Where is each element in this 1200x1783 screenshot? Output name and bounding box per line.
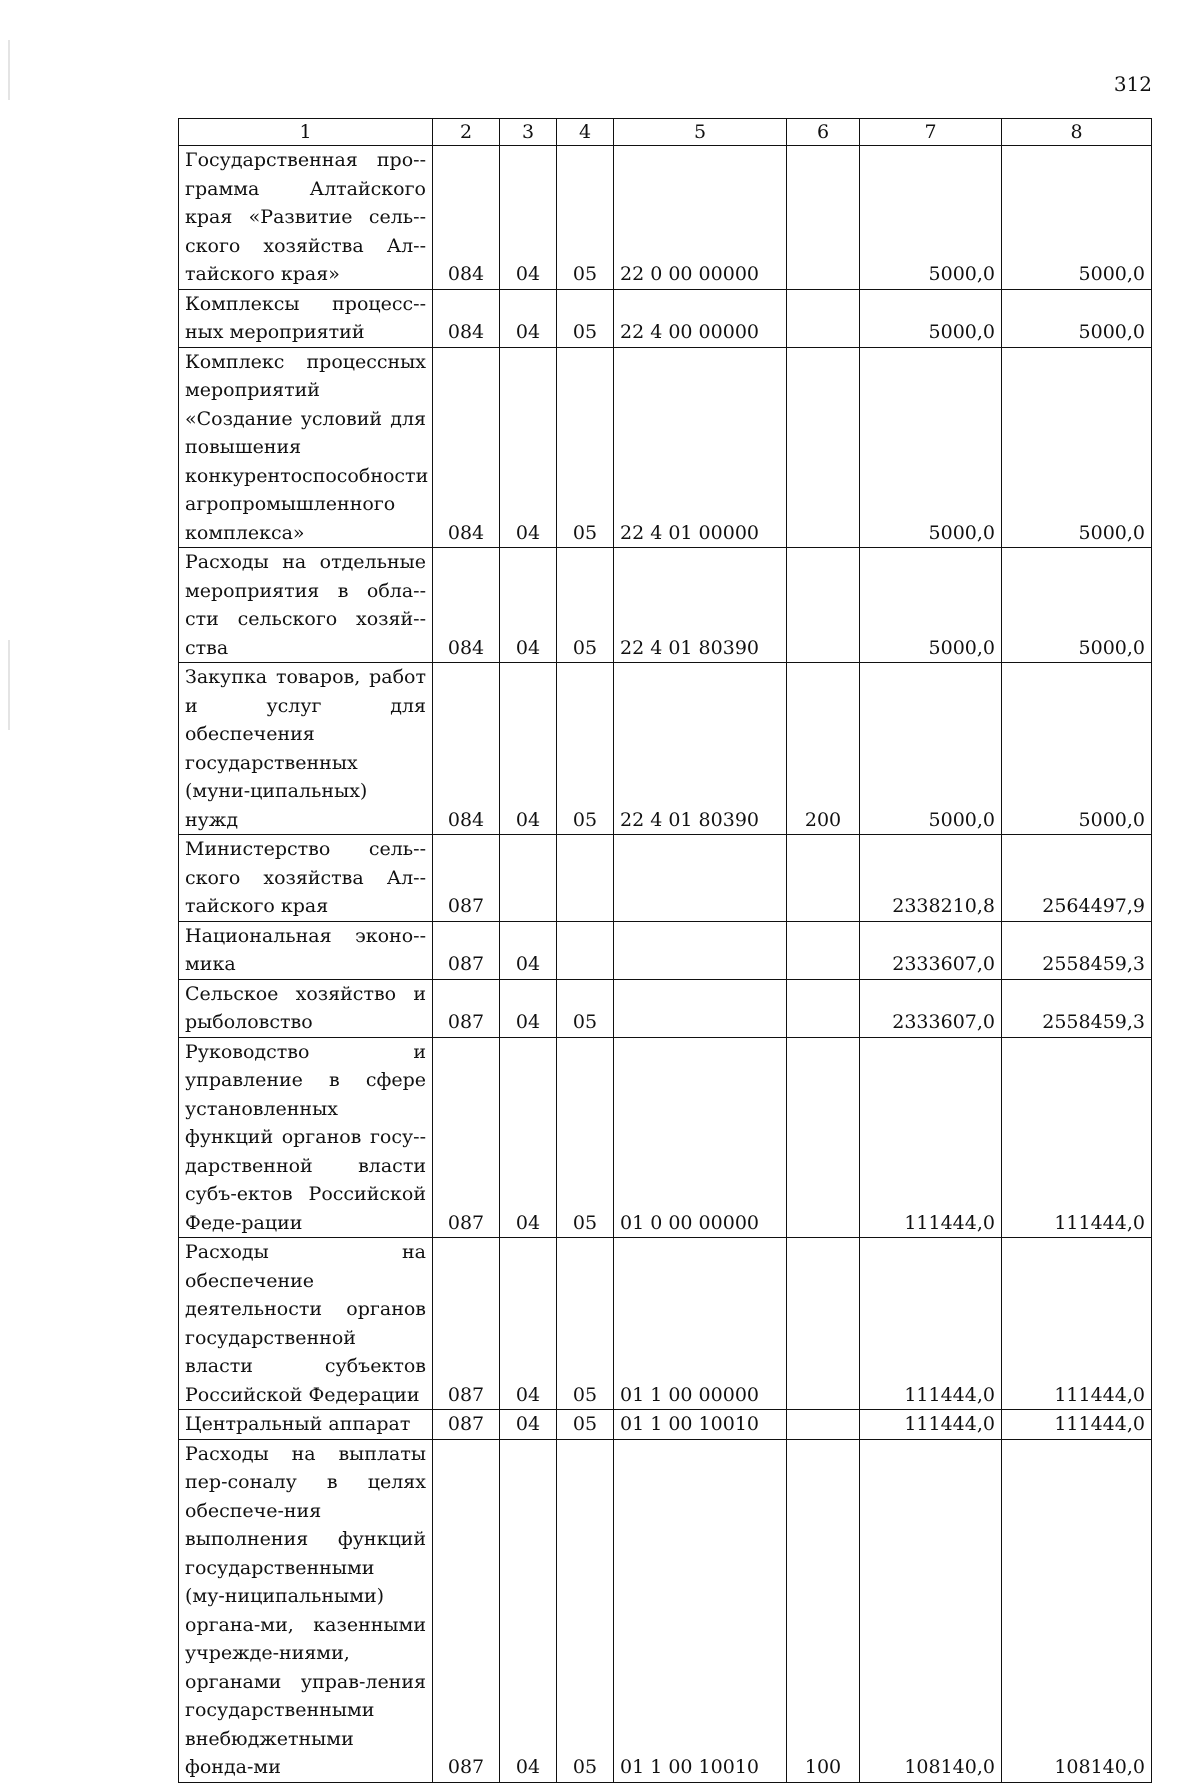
subsection-code-cell: 05: [557, 548, 614, 663]
expense-name-cell: Национальная эконо-мика: [179, 921, 433, 979]
table-row: [179, 663, 1152, 835]
table-row: [179, 289, 1152, 347]
expense-type-code-cell: [787, 1238, 860, 1410]
ministry-code-cell: 087: [433, 1037, 500, 1238]
amount-col8-cell: 108140,0: [1002, 1439, 1152, 1782]
amount-col8-cell: 2558459,3: [1002, 979, 1152, 1037]
amount-col7-cell: 5000,0: [860, 146, 1002, 290]
amount-col8-cell: 5000,0: [1002, 146, 1152, 290]
expense-type-code-cell: 100: [787, 1439, 860, 1782]
target-item-code-cell: 22 4 01 80390: [614, 548, 787, 663]
section-code-cell: [500, 835, 557, 922]
target-item-code-cell: 01 1 00 10010: [614, 1410, 787, 1440]
column-header: 7: [860, 119, 1002, 146]
section-code-cell: 04: [500, 548, 557, 663]
ministry-code-cell: 084: [433, 548, 500, 663]
table-row: [179, 835, 1152, 922]
expense-name-cell: Комплекс процессных мероприятий «Создание условий для повышения конкурентоспособности агропромышленного комплекса»: [179, 347, 433, 548]
section-code-cell: 04: [500, 1238, 557, 1410]
target-item-code-cell: 22 4 00 00000: [614, 289, 787, 347]
subsection-code-cell: 05: [557, 1439, 614, 1782]
amount-col7-cell: 5000,0: [860, 663, 1002, 835]
amount-col8-cell: 111444,0: [1002, 1037, 1152, 1238]
subsection-code-cell: 05: [557, 1410, 614, 1440]
column-header: 1: [179, 119, 433, 146]
table-row: [179, 548, 1152, 663]
amount-col8-cell: 2564497,9: [1002, 835, 1152, 922]
subsection-code-cell: 05: [557, 146, 614, 290]
expense-type-code-cell: [787, 979, 860, 1037]
subsection-code-cell: 05: [557, 347, 614, 548]
expense-name-cell: Расходы на обеспечение деятельности органов государственной власти субъектов Российской Федерации: [179, 1238, 433, 1410]
table-row: [179, 347, 1152, 548]
ministry-code-cell: 087: [433, 921, 500, 979]
expense-type-code-cell: [787, 1037, 860, 1238]
amount-col8-cell: 5000,0: [1002, 548, 1152, 663]
column-header: 8: [1002, 119, 1152, 146]
target-item-code-cell: 01 1 00 10010: [614, 1439, 787, 1782]
subsection-code-cell: 05: [557, 289, 614, 347]
page-number: 312: [1113, 72, 1152, 96]
amount-col7-cell: 2333607,0: [860, 921, 1002, 979]
subsection-code-cell: [557, 921, 614, 979]
target-item-code-cell: [614, 921, 787, 979]
amount-col8-cell: 2558459,3: [1002, 921, 1152, 979]
target-item-code-cell: [614, 979, 787, 1037]
expense-type-code-cell: [787, 347, 860, 548]
expense-type-code-cell: [787, 835, 860, 922]
scan-edge-mark: [8, 640, 10, 730]
expense-type-code-cell: 200: [787, 663, 860, 835]
section-code-cell: 04: [500, 979, 557, 1037]
target-item-code-cell: 01 1 00 00000: [614, 1238, 787, 1410]
expense-name-cell: Руководство и управление в сфере установленных функций органов госу-дарственной власти субъ-ектов Российской Феде-рации: [179, 1037, 433, 1238]
amount-col7-cell: 111444,0: [860, 1410, 1002, 1440]
column-header: 6: [787, 119, 860, 146]
section-code-cell: 04: [500, 146, 557, 290]
column-header: 4: [557, 119, 614, 146]
ministry-code-cell: 087: [433, 835, 500, 922]
amount-col7-cell: 5000,0: [860, 347, 1002, 548]
expense-name-cell: Закупка товаров, работ и услуг для обеспечения государственных (муни-ципальных) нужд: [179, 663, 433, 835]
expense-name-cell: Министерство сель-ского хозяйства Ал-тайского края: [179, 835, 433, 922]
target-item-code-cell: 22 0 00 00000: [614, 146, 787, 290]
expense-name-cell: Комплексы процесс-ных мероприятий: [179, 289, 433, 347]
amount-col8-cell: 111444,0: [1002, 1410, 1152, 1440]
expense-name-cell: Государственная про-грамма Алтайского края «Развитие сель-ского хозяйства Ал-тайского края»: [179, 146, 433, 290]
amount-col7-cell: 111444,0: [860, 1037, 1002, 1238]
amount-col7-cell: 2333607,0: [860, 979, 1002, 1037]
table-row: [179, 1037, 1152, 1238]
expense-name-cell: Сельское хозяйство и рыболовство: [179, 979, 433, 1037]
table-row: [179, 1410, 1152, 1440]
scan-edge-mark: [8, 40, 10, 100]
target-item-code-cell: [614, 835, 787, 922]
subsection-code-cell: 05: [557, 1037, 614, 1238]
section-code-cell: 04: [500, 1037, 557, 1238]
section-code-cell: 04: [500, 347, 557, 548]
table-body: [179, 146, 1152, 1783]
section-code-cell: 04: [500, 1439, 557, 1782]
subsection-code-cell: [557, 835, 614, 922]
amount-col8-cell: 5000,0: [1002, 347, 1152, 548]
amount-col8-cell: 5000,0: [1002, 663, 1152, 835]
target-item-code-cell: 22 4 01 80390: [614, 663, 787, 835]
column-header: 5: [614, 119, 787, 146]
table-row: [179, 979, 1152, 1037]
table-row: [179, 146, 1152, 290]
ministry-code-cell: 087: [433, 1238, 500, 1410]
ministry-code-cell: 087: [433, 1439, 500, 1782]
ministry-code-cell: 084: [433, 663, 500, 835]
expense-type-code-cell: [787, 921, 860, 979]
amount-col7-cell: 108140,0: [860, 1439, 1002, 1782]
section-code-cell: 04: [500, 1410, 557, 1440]
expense-name-cell: Центральный аппарат: [179, 1410, 433, 1440]
ministry-code-cell: 084: [433, 289, 500, 347]
column-header: 2: [433, 119, 500, 146]
amount-col7-cell: 5000,0: [860, 548, 1002, 663]
column-header: 3: [500, 119, 557, 146]
amount-col7-cell: 5000,0: [860, 289, 1002, 347]
table-row: [179, 1439, 1152, 1782]
ministry-code-cell: 087: [433, 1410, 500, 1440]
expense-type-code-cell: [787, 289, 860, 347]
expense-type-code-cell: [787, 548, 860, 663]
amount-col7-cell: 2338210,8: [860, 835, 1002, 922]
table-header-row: [179, 119, 1152, 146]
subsection-code-cell: 05: [557, 979, 614, 1037]
table-row: [179, 921, 1152, 979]
expense-type-code-cell: [787, 1410, 860, 1440]
target-item-code-cell: 01 0 00 00000: [614, 1037, 787, 1238]
ministry-code-cell: 084: [433, 347, 500, 548]
section-code-cell: 04: [500, 921, 557, 979]
amount-col7-cell: 111444,0: [860, 1238, 1002, 1410]
subsection-code-cell: 05: [557, 1238, 614, 1410]
ministry-code-cell: 084: [433, 146, 500, 290]
ministry-code-cell: 087: [433, 979, 500, 1037]
subsection-code-cell: 05: [557, 663, 614, 835]
amount-col8-cell: 5000,0: [1002, 289, 1152, 347]
amount-col8-cell: 111444,0: [1002, 1238, 1152, 1410]
section-code-cell: 04: [500, 289, 557, 347]
expense-name-cell: Расходы на выплаты пер-соналу в целях обеспече-ния выполнения функций государственными (му-ниципальными) органа-ми, казенными учрежде-ниями, органами управ-ления государственными внебюджетными фонда-ми: [179, 1439, 433, 1782]
expense-name-cell: Расходы на отдельные мероприятия в обла-сти сельского хозяй-ства: [179, 548, 433, 663]
section-code-cell: 04: [500, 663, 557, 835]
expense-type-code-cell: [787, 146, 860, 290]
table-row: [179, 1238, 1152, 1410]
target-item-code-cell: 22 4 01 00000: [614, 347, 787, 548]
budget-table: [178, 118, 1152, 1783]
